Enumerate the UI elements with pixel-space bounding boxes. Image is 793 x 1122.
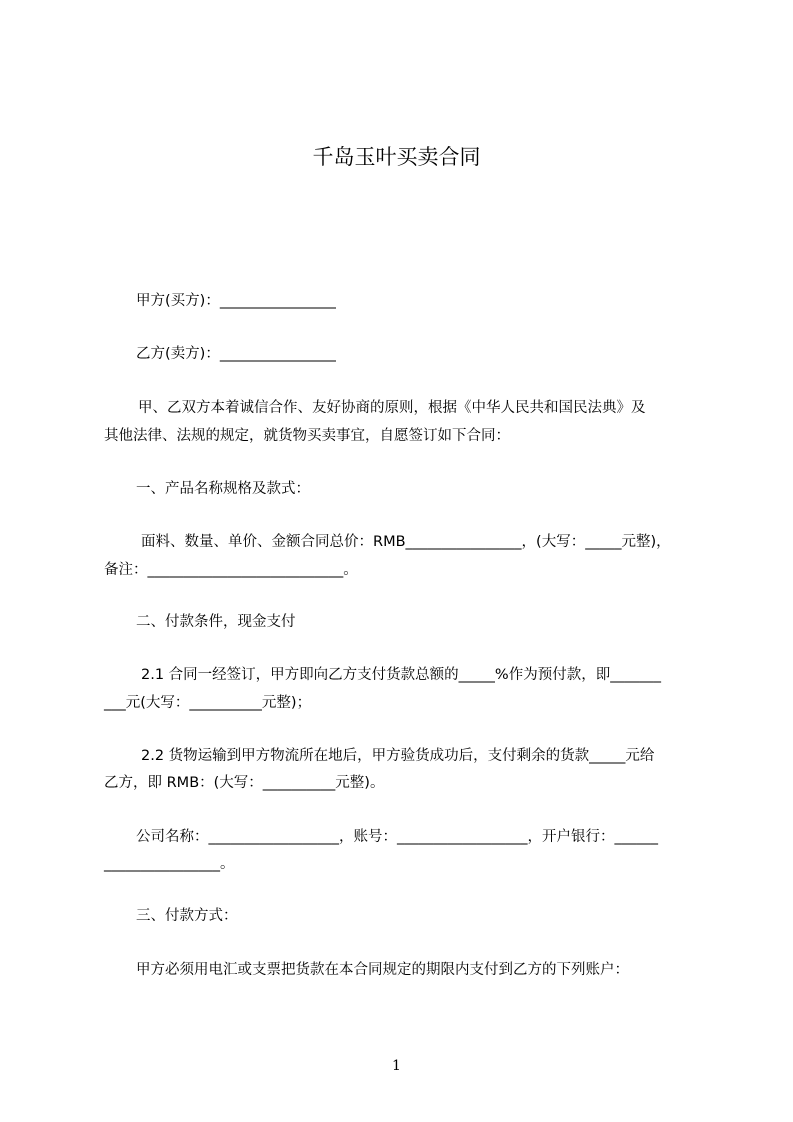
document-title: 千岛玉叶买卖合同 [312, 145, 481, 169]
section-1-line-1: 面料、数量、单价、金额合同总价：RMB________________，(大写：_____元整)， [141, 534, 671, 550]
party-a-line: 甲方(买方)：________________ [136, 293, 336, 309]
clause-2-2-line-2: 乙方，即 RMB：(大写：__________元整)。 [104, 775, 385, 791]
section-2-heading: 二、付款条件，现金支付 [136, 614, 296, 630]
section-1-line-2: 备注：___________________________。 [104, 562, 358, 578]
account-line-2: ________________。 [104, 856, 235, 872]
section-3-heading: 三、付款方式： [136, 908, 238, 924]
preamble-line-2: 其他法律、法规的规定，就货物买卖事宜，自愿签订如下合同： [104, 428, 510, 444]
page-number: 1 [392, 1058, 401, 1074]
party-b-line: 乙方(卖方)：________________ [136, 346, 336, 362]
account-line-1: 公司名称：__________________，账号：__________________，开户银行：______ [136, 829, 658, 845]
clause-2-1-line-1: 2.1 合同一经签订，甲方即向乙方支付货款总额的_____%作为预付款，即_______ [141, 667, 661, 683]
section-3-line-1: 甲方必须用电汇或支票把货款在本合同规定的期限内支付到乙方的下列账户： [136, 962, 629, 978]
preamble-line-1: 甲、乙双方本着诚信合作、友好协商的原则，根据《中华人民共和国民法典》及 [138, 400, 646, 416]
clause-2-2-line-1: 2.2 货物运输到甲方物流所在地后，甲方验货成功后，支付剩余的货款_____元给 [141, 748, 655, 764]
section-1-heading: 一、产品名称规格及款式： [136, 481, 310, 497]
clause-2-1-line-2: ___元(大写：__________元整)； [104, 695, 312, 711]
